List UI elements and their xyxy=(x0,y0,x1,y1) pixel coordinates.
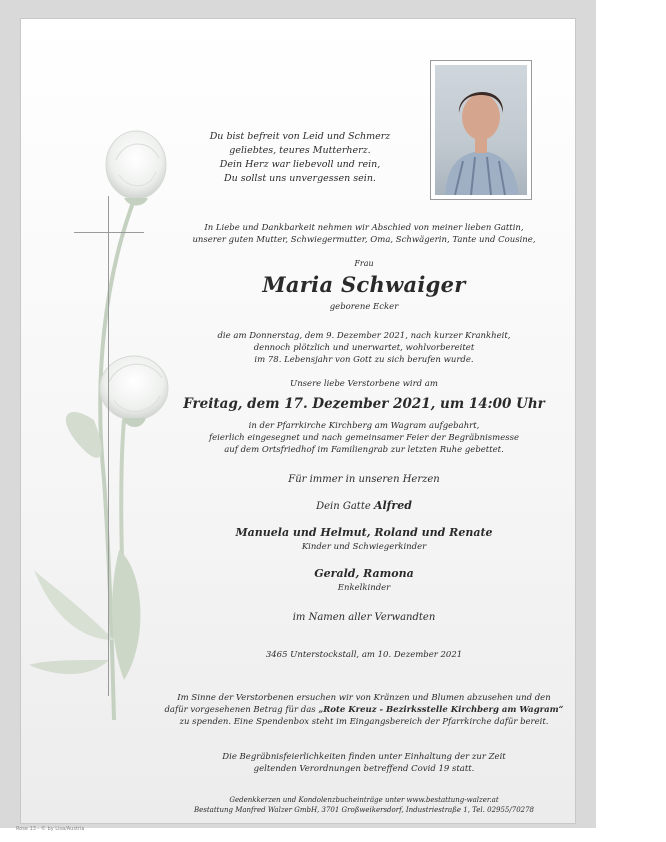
image-credit: Rose 13 - © by Lisa/Austria xyxy=(16,826,85,832)
cross-horizontal xyxy=(74,232,144,233)
children-names: Manuela und Helmut, Roland und Renate xyxy=(235,526,493,539)
covid-line: Die Begräbnisfeierlichkeiten finden unter Einhaltung der zur Zeit xyxy=(222,752,506,762)
intro-line: unserer guten Mutter, Schwiegermutter, Oma, Schwägerin, Tante und Cousine, xyxy=(192,235,536,245)
service-details-line: in der Pfarrkirche Kirchberg am Wagram aufgebahrt, xyxy=(248,421,480,431)
service-details-line: feierlich eingesegnet und nach gemeinsamer Feier der Begräbnismesse xyxy=(208,433,520,443)
intro-line: In Liebe und Dankbarkeit nehmen wir Abschied von meiner lieben Gattin, xyxy=(204,223,524,233)
birth-name: geborene Ecker xyxy=(329,302,399,312)
death-details-line: dennoch plötzlich und unerwartet, wohlvorbereitet xyxy=(253,343,475,353)
death-details xyxy=(140,330,588,366)
undertaker-info xyxy=(140,795,588,815)
death-details-line: im 78. Lebensjahr von Gott zu sich berufen wurde. xyxy=(254,355,474,365)
cross-vertical xyxy=(108,196,109,696)
intro-text xyxy=(140,222,588,246)
service-details xyxy=(140,420,588,456)
donation-request xyxy=(140,692,588,728)
donation-text: dafür vorgesehenen Betrag für das xyxy=(164,705,319,715)
covid-line: geltenden Verordnungen betreffend Covid 19 statt. xyxy=(253,764,475,774)
covid-notice xyxy=(140,751,588,775)
death-details-line: die am Donnerstag, dem 9. Dezember 2021, nach kurzer Krankheit, xyxy=(217,331,511,341)
donation-line xyxy=(140,704,588,716)
undertaker-line: Bestattung Manfred Walzer GmbH, 3701 Großweikersdorf, Industriestraße 1, Tel. 02955/70278 xyxy=(193,806,535,814)
poem-line: Du bist befreit von Leid und Schmerz xyxy=(209,131,391,142)
poem-line: Du sollst uns unvergessen sein. xyxy=(224,173,376,184)
donation-recipient: „Rote Kreuz - Bezirksstelle Kirchberg am Wagram“ xyxy=(318,705,564,715)
donation-line: Im Sinne der Verstorbenen ersuchen wir von Kränzen und Blumen abzusehen und den xyxy=(177,693,551,703)
poem-line: Dein Herz war liebevoll und rein, xyxy=(219,159,381,170)
portrait-photo-frame xyxy=(430,60,532,200)
relatives-line: im Namen aller Verwandten xyxy=(292,612,436,623)
title-prefix: Frau xyxy=(354,259,374,268)
children-label: Kinder und Schwiegerkinder xyxy=(301,542,427,552)
service-date: Freitag, dem 17. Dezember 2021, um 14:00 Uhr xyxy=(183,396,545,412)
service-intro: Unsere liebe Verstorbene wird am xyxy=(290,379,438,389)
spouse-prefix: Dein Gatte xyxy=(316,501,371,512)
grandchildren-label: Enkelkinder xyxy=(337,583,391,593)
spouse-line xyxy=(140,499,588,512)
poem-line: geliebtes, teures Mutterherz. xyxy=(229,145,371,156)
undertaker-line: Gedenkkerzen und Kondolenzbucheinträge unter www.bestattung-walzer.at xyxy=(229,796,499,804)
deceased-name: Maria Schwaiger xyxy=(262,272,466,297)
poem xyxy=(180,130,420,186)
spouse-name: Alfred xyxy=(373,499,412,512)
service-details-line: auf dem Ortsfriedhof im Familiengrab zur letzten Ruhe gebettet. xyxy=(224,445,504,455)
portrait-illustration xyxy=(435,65,527,195)
forever-in-hearts: Für immer in unseren Herzen xyxy=(288,474,440,485)
donation-line: zu spenden. Eine Spendenbox steht im Eingangsbereich der Pfarrkirche dafür bereit. xyxy=(179,717,549,727)
place-date: 3465 Unterstockstall, am 10. Dezember 2021 xyxy=(265,650,463,660)
portrait-photo xyxy=(435,65,527,195)
grandchildren-names: Gerald, Ramona xyxy=(314,567,414,580)
